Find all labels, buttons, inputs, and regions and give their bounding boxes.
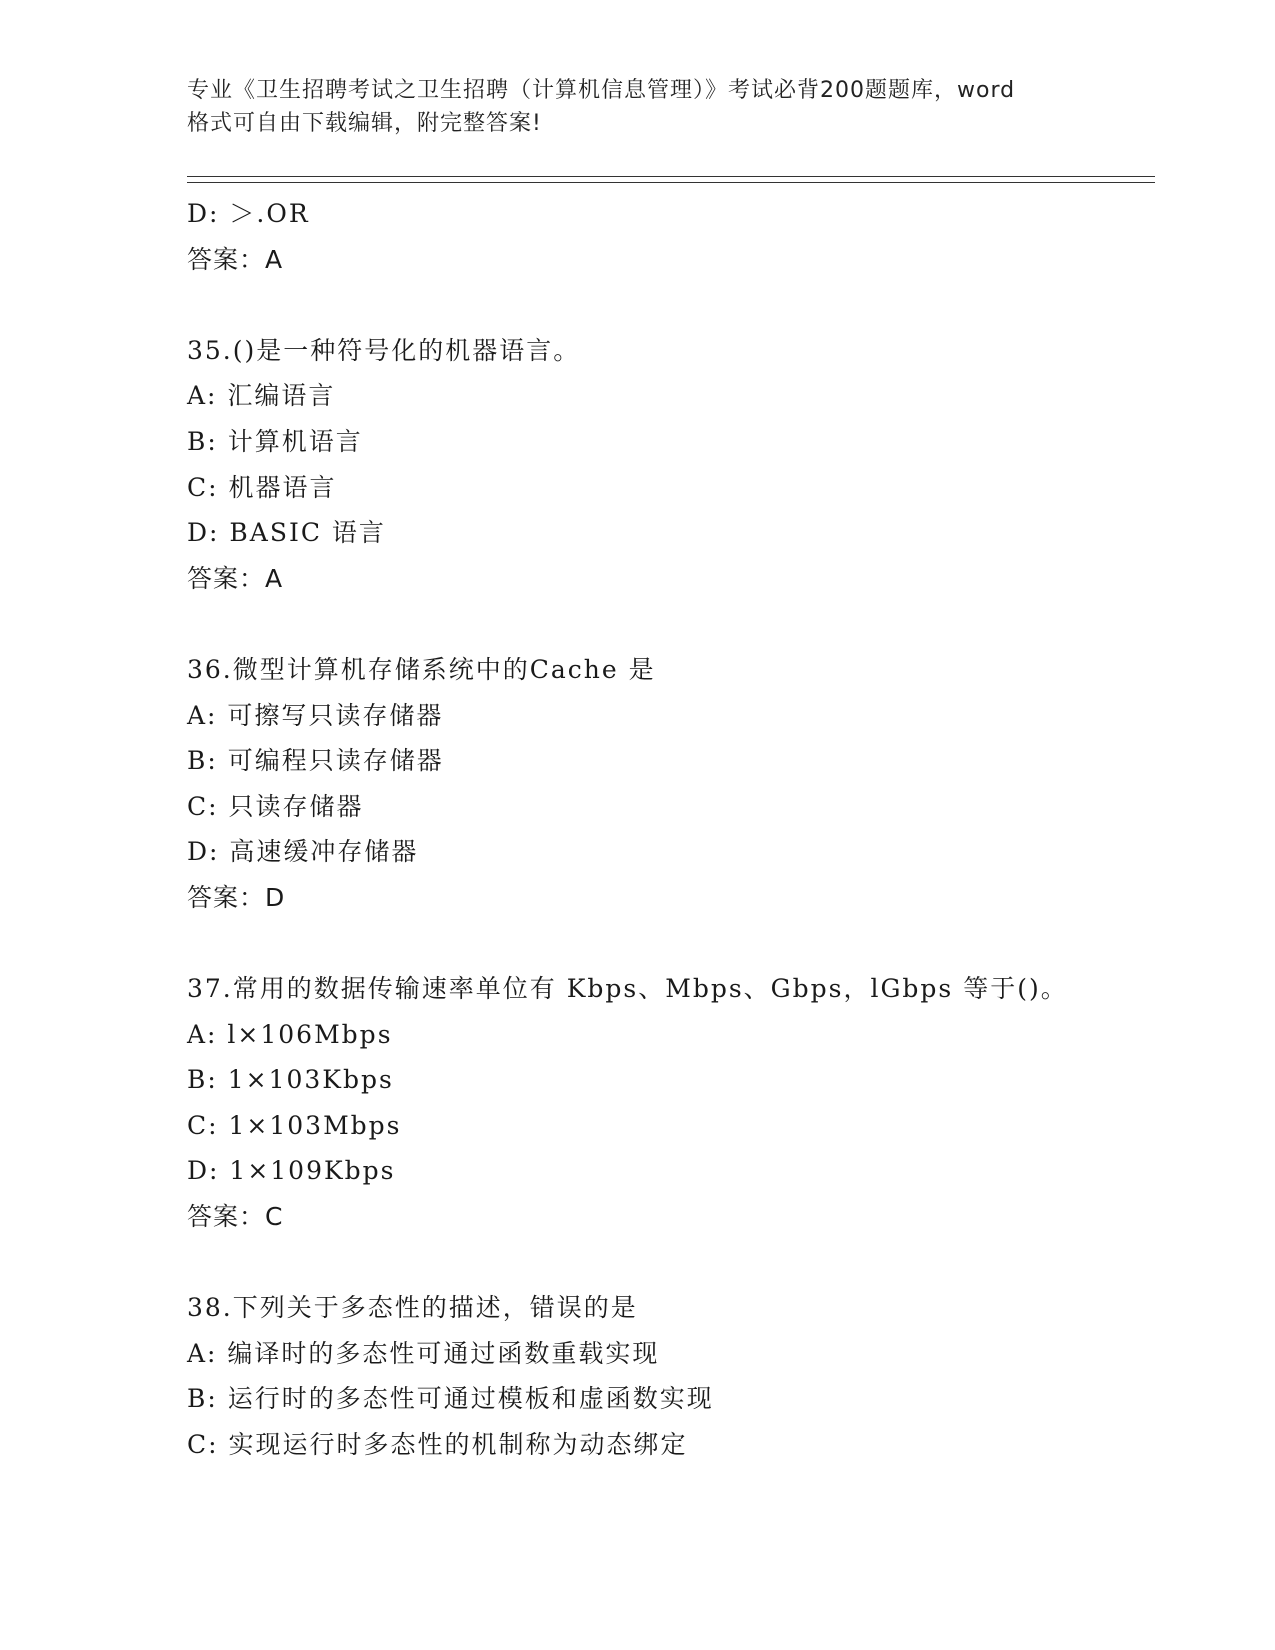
option-d: D: 1×109Kbps	[187, 1156, 396, 1186]
option-c: C: 1×103Mbps	[187, 1110, 402, 1140]
question-37	[187, 966, 1167, 1240]
answer: 答案：C	[187, 1202, 284, 1232]
option-a: A: 汇编语言	[187, 381, 336, 411]
header-rule-bottom	[187, 182, 1155, 183]
option-b: B: 计算机语言	[187, 426, 363, 456]
header-line-1: 专业《卫生招聘考试之卫生招聘（计算机信息管理）》考试必背200题题库，word	[187, 78, 1016, 103]
question-stem: 38.下列关于多态性的描述，错误的是	[187, 1293, 638, 1323]
question-38	[187, 1285, 1167, 1467]
header-rule-top	[187, 176, 1155, 177]
question-34-tail	[187, 191, 1167, 282]
option-b: B: 可编程只读存储器	[187, 746, 444, 776]
spacer	[187, 921, 1167, 967]
question-stem: 35.()是一种符号化的机器语言。	[187, 335, 581, 365]
option-a: A: 可擦写只读存储器	[187, 700, 444, 730]
option-d: D: ＞.OR	[187, 199, 310, 228]
option-a: A: l×106Mbps	[187, 1019, 393, 1049]
option-c: C: 机器语言	[187, 472, 337, 502]
spacer	[187, 601, 1167, 647]
answer: 答案：D	[187, 882, 286, 912]
question-36	[187, 647, 1167, 921]
answer: 答案：A	[187, 563, 284, 593]
option-c: C: 只读存储器	[187, 791, 364, 821]
option-d: D: BASIC 语言	[187, 518, 386, 548]
option-c: C: 实现运行时多态性的机制称为动态绑定	[187, 1430, 688, 1460]
question-stem: 37.常用的数据传输速率单位有 Kbps、Mbps、Gbps，lGbps 等于()。	[187, 974, 1068, 1004]
spacer	[187, 282, 1167, 328]
header-line-2: 格式可自由下载编辑，附完整答案!	[187, 111, 542, 136]
option-a: A: 编译时的多态性可通过函数重载实现	[187, 1338, 660, 1368]
question-stem: 36.微型计算机存储系统中的Cache 是	[187, 654, 656, 684]
option-b: B: 运行时的多态性可通过模板和虚函数实现	[187, 1384, 714, 1414]
question-list	[187, 191, 1167, 1468]
document-header	[187, 74, 1087, 140]
question-35	[187, 328, 1167, 602]
spacer	[187, 1240, 1167, 1286]
answer: 答案：A	[187, 244, 284, 274]
option-d: D: 高速缓冲存储器	[187, 837, 419, 867]
option-b: B: 1×103Kbps	[187, 1065, 394, 1095]
